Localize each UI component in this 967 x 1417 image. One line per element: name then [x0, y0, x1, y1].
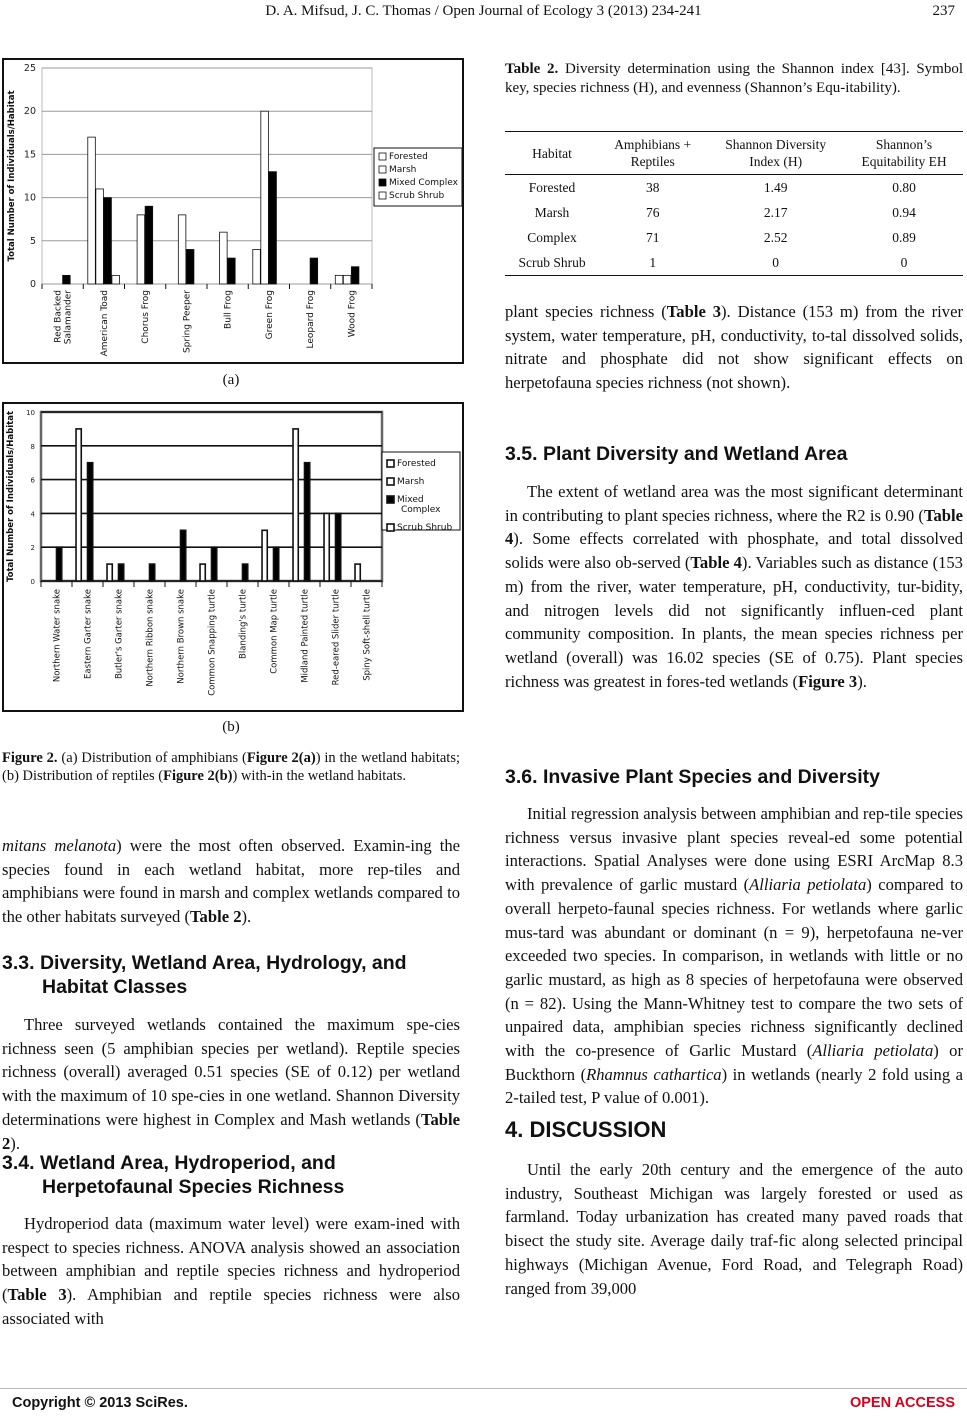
figure-caption	[2, 749, 460, 785]
table-cell: Complex	[527, 229, 577, 245]
y-tick-label: 0	[30, 578, 35, 586]
bar-forested	[76, 429, 81, 581]
x-category-label: Chorus Frog	[141, 290, 152, 344]
amphibian-bar-chart	[4, 60, 462, 362]
footer-copyright: Copyright © 2013 SciRes.	[12, 1395, 188, 1411]
table-cell: 1.49	[763, 179, 788, 195]
bar-mixed-complex	[336, 513, 341, 581]
heading-number: 3.3.	[2, 952, 35, 974]
bar-mixed-complex	[104, 198, 112, 284]
x-category-label: Salamander	[63, 290, 74, 345]
x-category-label: Butler's Garter snake	[114, 589, 125, 680]
y-tick-label: 10	[26, 409, 35, 417]
caption-ref-a[interactable]: Figure 2(a)	[246, 750, 316, 766]
table-cell: 76	[645, 204, 660, 220]
table-2-header-cell: Amphibians + Reptiles	[599, 132, 706, 175]
x-category-label: Northern Water snake	[52, 589, 63, 683]
y-tick-label: 4	[30, 510, 35, 519]
bar-marsh	[220, 232, 228, 284]
x-category-label: Common Map turtle	[269, 589, 280, 674]
paragraph-text: ). Variables such as distance (153 m) from the river, water temperature, pH, conductivity, tur-bidity, and nitrogen levels did not significantly influen-ced plant community composition. In plants, the mean species richness per wetland (overall) was 16.02 species (SE of 0.75). Plant species richness was greatest in fores-ted wetlands (	[505, 553, 963, 691]
heading-line-2: Herpetofaunal Species Richness	[42, 1176, 345, 1198]
bar-marsh	[343, 275, 351, 284]
species-italic: Alliaria petiolata	[812, 1041, 934, 1061]
x-category-label: Spring Peeper	[182, 290, 193, 354]
table-cell: 2.17	[763, 204, 788, 220]
legend-label: Marsh	[389, 165, 417, 175]
table-3-ref[interactable]: Table 3	[7, 1285, 67, 1305]
bar-mixed-complex	[119, 564, 124, 581]
paragraph-end: ).	[241, 907, 252, 927]
paragraph-diversity	[2, 1013, 460, 1155]
paragraph-end: ).	[857, 671, 867, 691]
table-cell: 0	[845, 250, 963, 276]
heading-line-1: Wetland Area, Hydroperiod, and	[39, 1152, 336, 1174]
table-cell: 0.89	[892, 229, 916, 245]
x-category-label: Northern Ribbon snake	[145, 589, 156, 687]
table-cell: 2.52	[763, 229, 788, 245]
figure-2b-label: (b)	[222, 719, 240, 735]
x-category-label: Midland Painted turtle	[300, 589, 311, 683]
legend-label: Mixed	[397, 495, 424, 505]
paragraph-text: ). Some effects correlated with phosphate, and total dissolved solids were also ob-served (	[505, 529, 963, 573]
table-3-ref[interactable]: Table 3	[666, 302, 722, 321]
table-2-body	[505, 175, 963, 276]
table-2	[505, 131, 963, 276]
table-2-header-cell: Habitat	[505, 132, 599, 175]
paragraph-text: ) were the most often observed. Examin-ing the species found in each wetland habitat, more rep-tiles and amphibians were found in marsh and complex wetlands compared to the other habitats surveyed (	[2, 836, 461, 927]
bar-scrub-shrub	[112, 275, 120, 284]
species-italic: Rhamnus cathartica	[586, 1064, 722, 1084]
x-category-label: American Toad	[99, 290, 110, 357]
y-tick-label: 2	[30, 544, 35, 553]
table-row	[505, 250, 963, 276]
paragraph-end: ). Distance (153 m) from the river system, water temperature, pH, conductivity, to-tal dissolved solids, nitrate and phosphate did not show significant effects on herpetofauna species richness (not shown).	[505, 302, 963, 393]
bar-mixed-complex	[243, 564, 248, 581]
y-tick-label: 20	[23, 106, 36, 118]
x-category-label: Red Backed	[53, 290, 64, 343]
paragraph-invasive	[505, 802, 963, 1110]
bar-mixed-complex	[274, 547, 279, 581]
heading-number: 3.4.	[2, 1152, 35, 1174]
table-4-ref[interactable]: Table 4	[690, 553, 742, 573]
bar-mixed-complex	[181, 530, 186, 581]
section-heading-3-3	[2, 951, 464, 999]
table-cell: 0	[706, 250, 845, 276]
bar-forested	[355, 564, 360, 581]
figure-2a-chart	[2, 58, 464, 364]
table-2-title-text: Diversity determination using the Shannon index [43]. Symbol key, species richness (H), and evenness (Shannon’s Equ-itability).	[505, 61, 963, 96]
x-category-label: Common Snapping turtle	[207, 589, 218, 696]
bar-forested	[335, 275, 343, 284]
running-head: D. A. Mifsud, J. C. Thomas / Open Journal of Ecology 3 (2013) 234-241	[265, 3, 702, 19]
bar-mixed-complex	[150, 564, 155, 581]
bar-mixed-complex	[186, 249, 194, 284]
table-2-header	[505, 132, 963, 175]
bar-mixed-complex	[351, 267, 359, 284]
page-number: 237	[932, 3, 955, 19]
x-category-label: Leopard Frog	[306, 290, 317, 349]
paragraph-plant-richness	[505, 300, 963, 395]
bar-forested	[324, 513, 329, 581]
figure-2b-chart	[2, 402, 464, 712]
legend-swatch	[379, 179, 386, 186]
y-axis-label: Total Number of Individuals/Habitat	[7, 90, 17, 262]
y-axis-label: Total Number of Individuals/Habitat	[6, 410, 16, 583]
caption-text-2: ) in the wetland habitats; (b) Distribution of reptiles (	[2, 750, 461, 784]
x-category-label: Wood Frog	[347, 290, 358, 338]
legend-label: Scrub Shrub	[389, 191, 445, 201]
paragraph-text: The extent of wetland area was the most significant determinant in contributing to plant species richness, where the R2 is 0.90 (	[505, 482, 963, 525]
table-2-header-cell: Shannon’s Equitability EH	[845, 132, 963, 175]
caption-text-3: ) with-in the wetland habitats.	[232, 768, 407, 784]
paragraph-discussion	[505, 1158, 963, 1300]
heading-line-1: Diversity, Wetland Area, Hydrology, and	[39, 952, 407, 974]
table-row	[505, 200, 963, 225]
table-cell: Scrub Shrub	[505, 250, 599, 276]
bar-mixed-complex	[63, 275, 71, 284]
bar-marsh	[261, 111, 269, 284]
figure-2a-label: (a)	[222, 372, 240, 388]
paragraph-text: Until the early 20th century and the emergence of the auto industry, Southeast Michigan was largely forested or used as farmland. Today urbanization has created many paved roads that bisect the study site. Average daily traf-fic along selected principal highways (Michigan Avenue, Ford Road, and Telegraph Road) ranged from 39,000	[505, 1160, 963, 1298]
table-4-ref[interactable]: Table 4	[505, 505, 963, 549]
y-tick-label: 5	[29, 235, 36, 247]
paragraph-text: plant species richness (	[505, 302, 667, 321]
table-cell: 38	[645, 179, 660, 195]
species-italic: mitans melanota	[2, 836, 117, 855]
bar-forested	[107, 564, 112, 581]
footer-open-access: OPEN ACCESS	[849, 1395, 955, 1411]
table-cell: 0.94	[892, 204, 916, 220]
table-row	[505, 225, 963, 250]
paragraph-wetland-area	[505, 480, 963, 693]
legend-swatch	[387, 478, 394, 485]
y-tick-label: 8	[30, 442, 35, 451]
legend-swatch	[379, 192, 386, 199]
section-heading-3-5: 3.5. Plant Diversity and Wetland Area	[505, 443, 848, 465]
table-cell: 0.80	[892, 179, 916, 195]
table-2-ref[interactable]: Table 2	[190, 907, 242, 927]
paragraph-text: ) or Buckthorn (	[505, 1041, 963, 1084]
caption-text-1: (a) Distribution of amphibians (	[57, 750, 247, 766]
legend-label: Forested	[397, 459, 436, 469]
bar-forested	[253, 249, 261, 284]
bar-mixed-complex	[145, 206, 153, 284]
bar-mixed-complex	[228, 258, 236, 284]
x-category-label: Red-eared Slider turtle	[331, 589, 342, 686]
legend-swatch	[387, 460, 394, 467]
y-tick-label: 6	[30, 476, 35, 485]
paragraph-end: ).	[10, 1133, 20, 1153]
bar-mixed-complex	[88, 463, 93, 581]
x-category-label: Blanding's turtle	[238, 589, 249, 659]
paragraph-text: Initial regression analysis between amphibian and rep-tile species richness versus invasive plant species reveal-ed some potential interactions. Spatial Analyses were done using ESRI ArcMap 8.3 with prevalence of garlic mustard (	[505, 804, 963, 895]
legend-label: Scrub Shrub	[397, 523, 453, 533]
reptile-bar-chart	[4, 404, 462, 710]
bar-forested	[88, 137, 96, 284]
table-cell: 1	[599, 250, 706, 276]
bar-forested	[200, 564, 205, 581]
paragraph-mitans	[2, 834, 460, 929]
legend-swatch	[379, 153, 386, 160]
table-row	[505, 175, 963, 201]
footer-divider	[0, 1388, 967, 1389]
bar-mixed-complex	[310, 258, 318, 284]
legend-swatch	[379, 166, 386, 173]
bar-forested	[293, 429, 298, 581]
paragraph-text: ) compared to overall herpeto-faunal species richness. For wetlands where garlic mus-tard was abundant or dominant (n = 9), herpetofauna ne-ver exceeded two species. In comparison, in wetlands with little or no garlic mustard, as high as 8 species of herpetofauna were observed (n = 82). Using the Mann-Whitney test to compare the two sets of unpaired data, amphibian species richness significantly declined with the co-presence of Garlic Mustard (	[505, 875, 963, 1061]
paragraph-text: Three surveyed wetlands contained the maximum spe-cies richness seen (5 amphibian species per wetland). Reptile species richness (overall) averaged 0.51 species (SE of 0.12) per wetland with the maximum of 10 spe-cies in one wetland. Shannon Diversity determinations were highest in Complex and Mash wetlands (	[2, 1015, 460, 1129]
heading-line-2: Habitat Classes	[42, 976, 188, 998]
paragraph-end: ) in wetlands (nearly 2 fold using a 2-tailed test, P value of 0.001).	[505, 1064, 964, 1108]
section-heading-3-6: 3.6. Invasive Plant Species and Diversity	[505, 766, 881, 788]
table-2-title	[505, 60, 963, 98]
legend-label: Forested	[389, 152, 428, 162]
x-category-label: Spiny Soft-shell turtle	[362, 589, 373, 681]
x-category-label: Northern Brown snake	[176, 589, 187, 684]
bar-marsh	[137, 215, 145, 284]
bar-mixed-complex	[269, 172, 277, 284]
table-2-ref[interactable]: Table 2	[2, 1109, 460, 1153]
bar-mixed-complex	[57, 547, 62, 581]
species-italic: Alliaria petiolata	[749, 875, 867, 895]
bar-marsh	[178, 215, 186, 284]
y-tick-label: 25	[23, 63, 36, 74]
x-category-label: Eastern Garter snake	[83, 589, 94, 679]
table-2-label: Table 2.	[505, 61, 559, 77]
legend-swatch	[387, 496, 394, 503]
legend-label: Complex	[401, 505, 441, 515]
bar-mixed-complex	[305, 463, 310, 581]
y-tick-label: 10	[23, 192, 36, 204]
section-heading-3-4	[2, 1151, 464, 1199]
table-cell: 71	[645, 229, 660, 245]
legend-label: Marsh	[397, 477, 425, 487]
figure-caption-label: Figure 2.	[2, 750, 58, 766]
paragraph-hydroperiod	[2, 1212, 460, 1331]
paragraph-text: Hydroperiod data (maximum water level) were exam-ined with respect to species richness. ANOVA analysis showed an association between amphibian and reptile species richness and hydroperiod (	[2, 1214, 460, 1305]
table-cell: Marsh	[534, 204, 570, 220]
x-category-label: Bull Frog	[223, 290, 234, 329]
table-cell: Forested	[528, 179, 576, 195]
paragraph-end: ). Amphibian and reptile species richness were also associated with	[2, 1285, 460, 1328]
bar-mixed-complex	[212, 547, 217, 581]
bar-marsh	[96, 189, 104, 284]
figure-3-ref[interactable]: Figure 3	[798, 671, 858, 691]
table-2-header-cell: Shannon Diversity Index (H)	[706, 132, 845, 175]
legend-label: Mixed Complex	[389, 178, 458, 188]
y-tick-label: 0	[29, 279, 36, 290]
legend-swatch	[387, 524, 394, 531]
x-category-label: Green Frog	[264, 290, 275, 340]
section-heading-4: 4. DISCUSSION	[505, 1117, 667, 1142]
bar-forested	[262, 530, 267, 581]
y-tick-label: 15	[23, 149, 36, 161]
caption-ref-b[interactable]: Figure 2(b)	[163, 768, 233, 784]
